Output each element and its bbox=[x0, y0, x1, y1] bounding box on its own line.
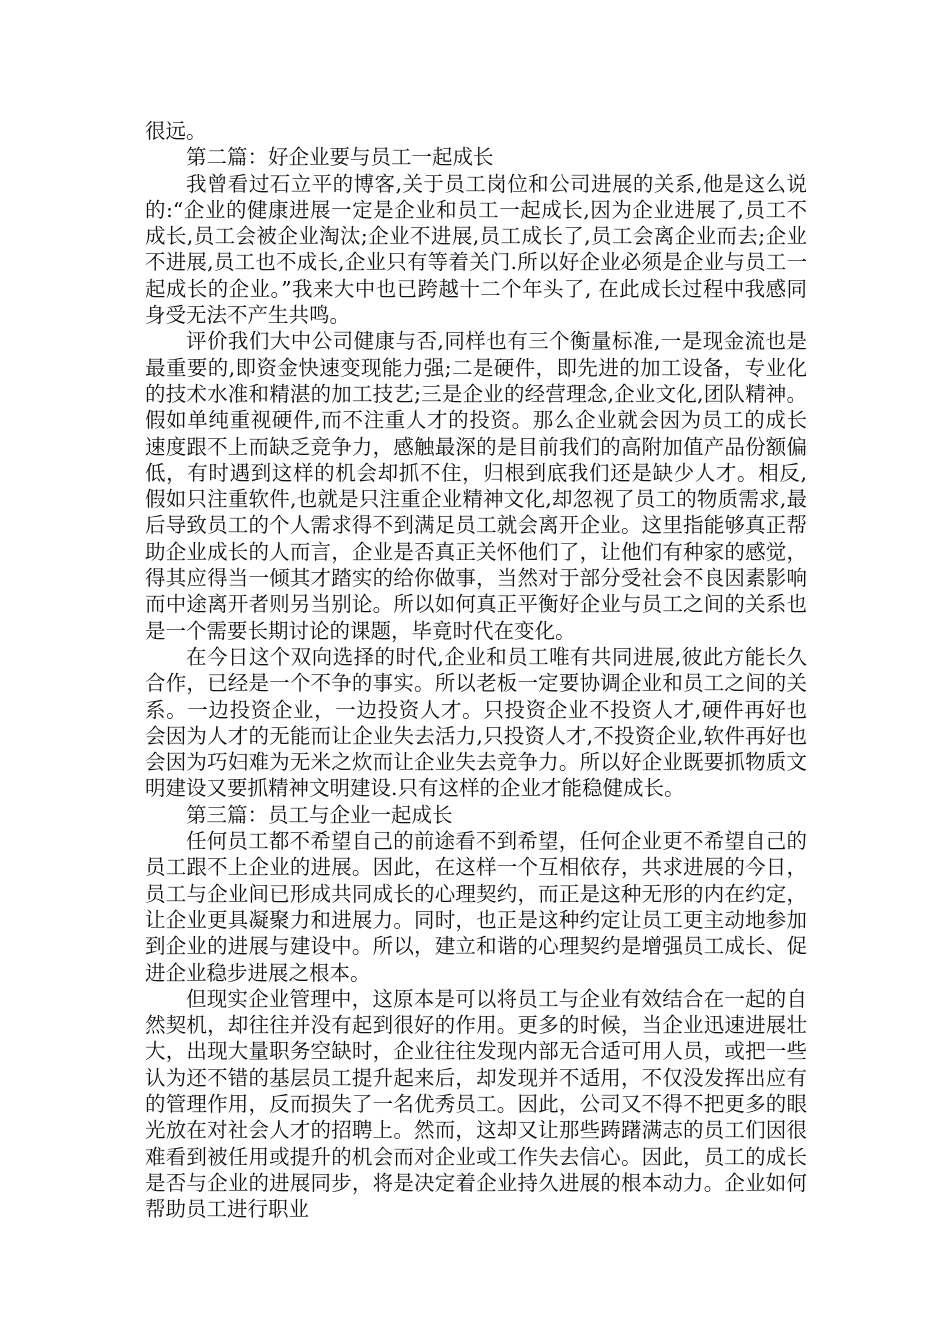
paragraph: 在今日这个双向选择的时代,企业和员工唯有共同进展,彼此方能长久合作，已经是一个不争的事实。所以老板一定要协调企业和员工之间的关系。一边投资企业，一边投资人才。只投资企业不投资人才,硬件再好也会因为人才的无能而让企业失去活力,只投资人才,不投资企业,软件再好也会因为巧妇难为无米之炊而让企业失去竞争力。所以好企业既要抓物质文明建设又要抓精神文明建设.只有这样的企业才能稳健成长。 bbox=[145, 644, 807, 801]
paragraph-continuation: 很远。 bbox=[145, 119, 207, 143]
section-heading-3: 第三篇：员工与企业一起成长 bbox=[186, 802, 453, 827]
paragraph: 评价我们大中公司健康与否,同样也有三个衡量标准,一是现金流也是最重要的,即资金快速变现能力强;二是硬件，即先进的加工设备，专业化的技术水准和精湛的加工技艺;三是企业的经营理念,企业文化,团队精神。假如单纯重视硬件,而不注重人才的投资。那么企业就会因为员工的成长速度跟不上而缺乏竞争力，感触最深的是目前我们的高附加值产品份额偏低，有时遇到这样的机会却抓不住，归根到底我们还是缺少人才。相反,假如只注重软件,也就是只注重企业精神文化,却忽视了员工的物质需求,最后导致员工的个人需求得不到满足员工就会离开企业。这里指能够真正帮助企业成长的人而言，企业是否真正关怀他们了，让他们有种家的感觉，得其应得当一倾其才踏实的给你做事，当然对于部分受社会不良因素影响而中途离开者则另当别论。所以如何真正平衡好企业与员工之间的关系也是一个需要长期讨论的课题，毕竟时代在变化。 bbox=[145, 329, 807, 643]
paragraph: 但现实企业管理中，这原本是可以将员工与企业有效结合在一起的自然契机，却往往并没有起到很好的作用。更多的时候，当企业迅速进展壮大，出现大量职务空缺时，企业往往发现内部无合适可用人员，或把一些认为还不错的基层员工提升起来后，却发现并不适用，不仅没发挥出应有的管理作用，反而损失了一名优秀员工。因此，公司又不得不把更多的眼光放在对社会人才的招聘上。然而，这却又让那些踌躇满志的员工们因很难看到被任用或提升的机会而对企业或工作失去信心。因此，员工的成长是否与企业的进展同步，将是决定着企业持久进展的根本动力。企业如何帮助员工进行职业 bbox=[145, 986, 807, 1222]
paragraph: 任何员工都不希望自己的前途看不到希望，任何企业更不希望自己的员工跟不上企业的进展。因此，在这样一个互相依存，共求进展的今日，员工与企业间已形成共同成长的心理契约，而正是这种无形的内在约定，让企业更具凝聚力和进展力。同时，也正是这种约定让员工更主动地参加到企业的进展与建设中。所以，建立和谐的心理契约是增强员工成长、促进企业稳步进展之根本。 bbox=[145, 829, 807, 985]
paragraph: 我曾看过石立平的博客,关于员工岗位和公司进展的关系,他是这么说的:“企业的健康进展一定是企业和员工一起成长,因为企业进展了,员工不成长,员工会被企业淘汰;企业不进展,员工成长了,员工会离企业而去;企业不进展,员工也不成长,企业只有等着关门.所以好企业必须是企业与员工一起成长的企业。”我来大中也已跨越十二个年头了, 在此成长过程中我感同身受无法不产生共鸣。 bbox=[145, 171, 807, 328]
section-heading-2: 第二篇：好企业要与员工一起成长 bbox=[186, 145, 494, 170]
document-page bbox=[145, 118, 807, 1222]
